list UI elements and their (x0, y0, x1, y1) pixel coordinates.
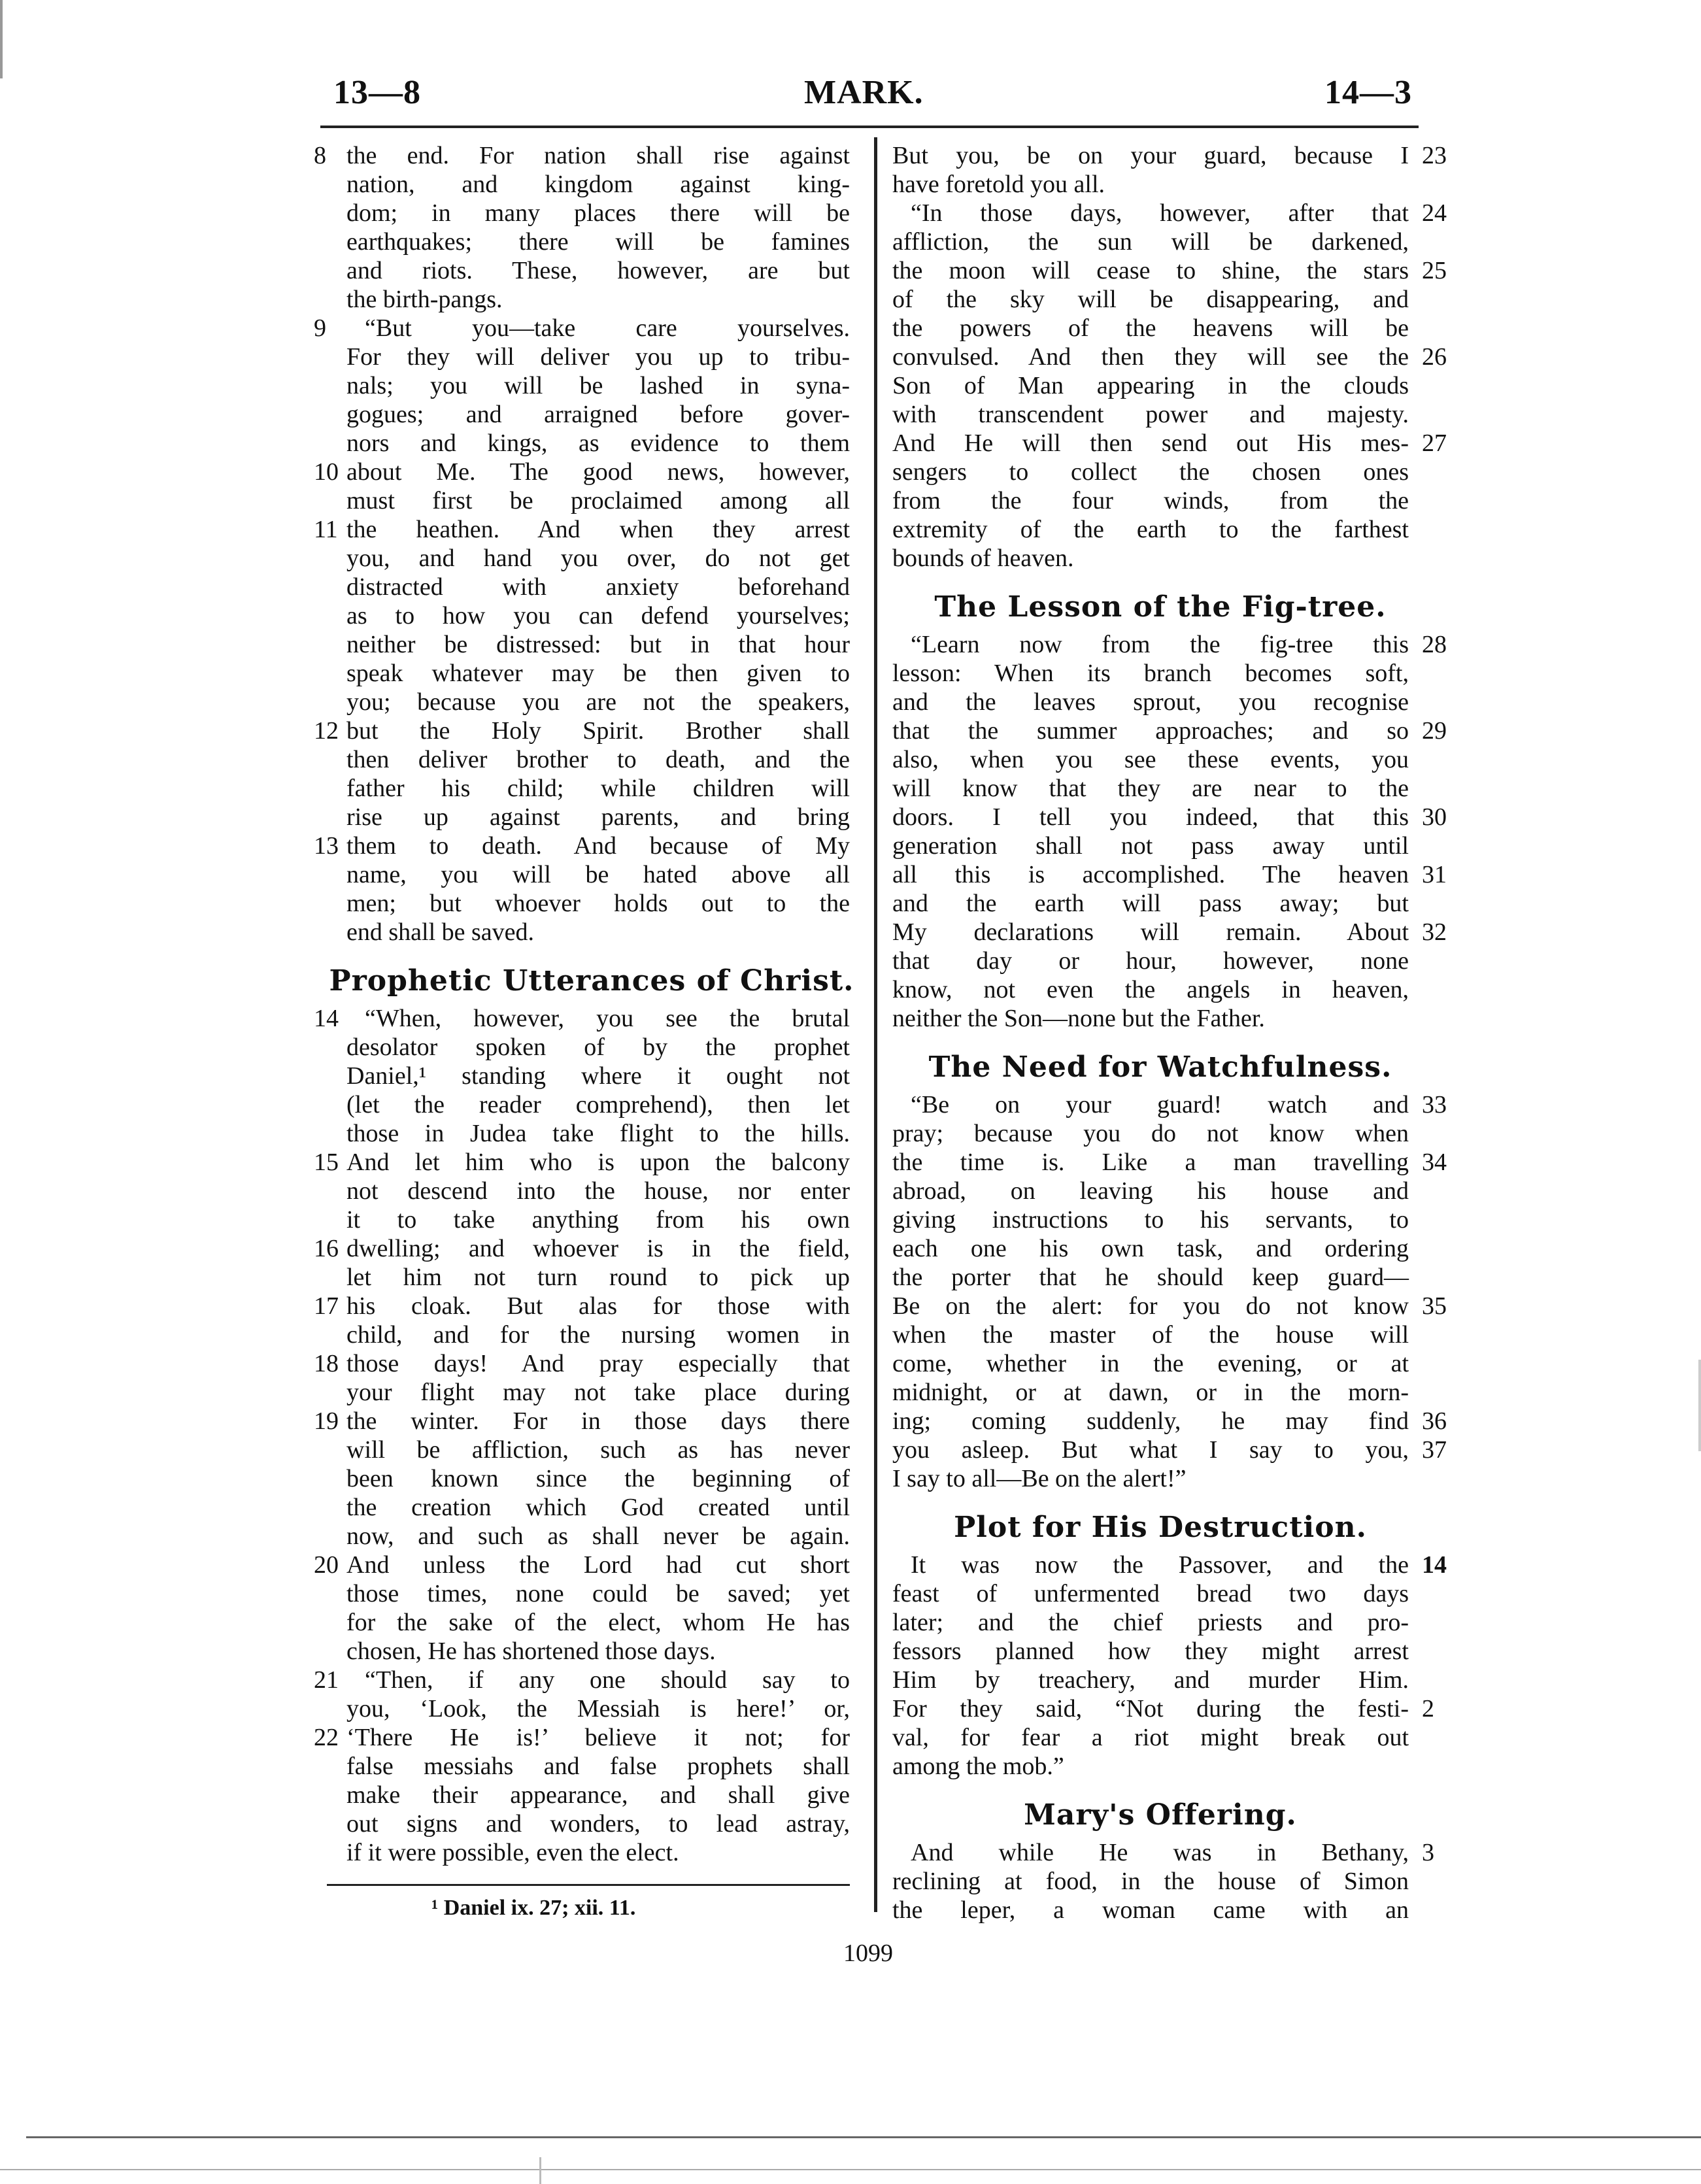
verse-number: 9 (314, 314, 326, 342)
verse-text: false messiahs and false prophets shall (346, 1753, 850, 1780)
verse-text: all this is accomplished. The heaven (892, 861, 1409, 888)
verse-number: 12 (314, 717, 339, 745)
text-line (879, 774, 1441, 803)
text-line (879, 975, 1441, 1004)
verse-text: nation, and kingdom against king- (346, 171, 850, 198)
verse-text: ing; coming suddenly, he may find (892, 1407, 1409, 1435)
text-line (879, 1694, 1441, 1723)
text-line (288, 1551, 863, 1579)
verse-number: 25 (1422, 257, 1447, 284)
text-line (288, 659, 863, 688)
verse-text: will know that they are near to the (892, 775, 1409, 802)
verse-text: Son of Man appearing in the clouds (892, 372, 1409, 399)
text-line (879, 1148, 1447, 1177)
verse-number: 24 (1422, 199, 1447, 227)
text-line (879, 458, 1441, 486)
verse-text: make their appearance, and shall give (346, 1781, 850, 1809)
verse-text: about Me. The good news, however, (346, 458, 850, 486)
verse-text: My declarations will remain. About (892, 918, 1409, 946)
verse-text: the creation which God created until (346, 1494, 850, 1521)
verse-text: Him by treachery, and murder Him. (892, 1666, 1409, 1694)
footnote: ¹ Daniel ix. 27; xii. 11. (431, 1896, 636, 1920)
text-line (879, 314, 1441, 343)
text-line (288, 832, 863, 860)
text-line (879, 371, 1441, 400)
text-line (288, 1579, 863, 1608)
text-line (879, 1752, 1441, 1781)
text-line (879, 1234, 1441, 1263)
text-line (879, 1666, 1441, 1694)
text-line (879, 1464, 1441, 1493)
verse-text: out signs and wonders, to lead astray, (346, 1810, 850, 1838)
verse-number: 26 (1422, 343, 1447, 371)
verse-number: 33 (1422, 1091, 1447, 1118)
verse-number: 21 (314, 1666, 339, 1694)
text-line (288, 515, 863, 544)
header-rule (320, 126, 1419, 128)
text-line (879, 1004, 1441, 1033)
text-line (288, 1148, 863, 1177)
header-left-reference: 13—8 (333, 74, 421, 111)
header-book-title: MARK. (804, 74, 924, 111)
verse-text: val, for fear a riot might break out (892, 1724, 1409, 1751)
verse-text: (let the reader comprehend), then let (346, 1091, 850, 1118)
text-line (288, 1004, 863, 1033)
text-line (288, 1062, 863, 1090)
text-line (288, 688, 863, 716)
verse-text: the moon will cease to shine, the stars (892, 257, 1409, 284)
verse-text: abroad, on leaving his house and (892, 1177, 1409, 1205)
section-heading: The Need for Watchfulness. (928, 1050, 1392, 1084)
text-line (879, 1436, 1447, 1464)
verse-text: But you, be on your guard, because I (892, 142, 1409, 169)
verse-text: “When, however, you see the brutal (365, 1005, 850, 1032)
text-line (288, 1637, 863, 1666)
section-heading: Plot for His Destruction. (954, 1511, 1367, 1544)
verse-number: 22 (314, 1724, 339, 1751)
verse-text: that day or hour, however, none (892, 947, 1409, 975)
verse-text: the heathen. And when they arrest (346, 516, 850, 543)
text-line (288, 1493, 863, 1522)
text-line (288, 1723, 863, 1752)
verse-text: let him not turn round to pick up (346, 1264, 850, 1291)
verse-number: 2 (1422, 1695, 1434, 1722)
text-line (879, 889, 1441, 918)
text-line (288, 170, 863, 199)
text-line (288, 1752, 863, 1781)
text-line (288, 1781, 863, 1809)
verse-text: that the summer approaches; and so (892, 717, 1409, 745)
verse-text: “Then, if any one should say to (365, 1666, 850, 1694)
text-line (288, 860, 863, 889)
text-line (879, 716, 1447, 745)
left-column (288, 141, 863, 1867)
text-line (879, 1579, 1441, 1608)
text-line (879, 832, 1441, 860)
verse-number: 17 (314, 1292, 339, 1320)
verse-text: with transcendent power and majesty. (892, 401, 1409, 428)
text-line (288, 1838, 863, 1867)
verse-text: name, you will be hated above all (346, 861, 850, 888)
text-line (288, 918, 863, 947)
scan-edge-bottom (26, 2136, 1701, 2138)
scan-edge-bottom-2 (0, 2169, 1701, 2170)
verse-number: 37 (1422, 1436, 1447, 1464)
verse-text: you asleep. But what I say to you, (892, 1436, 1409, 1464)
text-line (879, 486, 1441, 515)
text-line (288, 1436, 863, 1464)
text-line (879, 1090, 1447, 1119)
text-line (879, 1119, 1441, 1148)
text-line (288, 1349, 863, 1378)
section-heading: Prophetic Utterances of Christ. (329, 964, 854, 998)
verse-text: For they said, “Not during the festi- (892, 1695, 1409, 1722)
verse-text: the end. For nation shall rise against (346, 142, 850, 169)
verse-text: know, not even the angels in heaven, (892, 976, 1409, 1003)
verse-text: “But you—take care yourselves. (365, 314, 850, 342)
verse-text: affliction, the sun will be darkened, (892, 228, 1409, 256)
verse-text: those in Judea take flight to the hills. (346, 1120, 850, 1147)
verse-text: chosen, He has shortened those days. (346, 1638, 716, 1665)
text-line (288, 458, 863, 486)
section-heading: The Lesson of the Fig-tree. (934, 590, 1387, 624)
text-line (879, 1723, 1441, 1752)
verse-text: men; but whoever holds out to the (346, 890, 850, 917)
text-line (879, 1637, 1441, 1666)
verse-text: each one his own task, and ordering (892, 1235, 1409, 1262)
verse-text: nors and kings, as evidence to them (346, 429, 850, 457)
verse-text: the birth-pangs. (346, 286, 503, 313)
verse-text: neither the Son—none but the Father. (892, 1005, 1265, 1032)
text-line (288, 314, 863, 343)
verse-number: 19 (314, 1407, 339, 1435)
verse-text: then deliver brother to death, and the (346, 746, 850, 773)
verse-text: And unless the Lord had cut short (346, 1551, 850, 1579)
verse-text: convulsed. And then they will see the (892, 343, 1409, 371)
text-line (288, 400, 863, 429)
text-line (288, 285, 863, 314)
right-column (879, 141, 1447, 1924)
verse-text: and riots. These, however, are but (346, 257, 850, 284)
verse-text: “In those days, however, after that (911, 199, 1409, 227)
verse-text: from the four winds, from the (892, 487, 1409, 514)
verse-text: the leper, a woman came with an (892, 1896, 1409, 1924)
text-line (288, 1263, 863, 1292)
verse-text: have foretold you all. (892, 171, 1105, 198)
text-line (288, 1608, 863, 1637)
text-line (288, 429, 863, 458)
verse-number: 29 (1422, 717, 1447, 745)
text-line (288, 745, 863, 774)
verse-text: nals; you will be lashed in syna- (346, 372, 850, 399)
verse-text: of the sky will be disappearing, and (892, 286, 1409, 313)
verse-text: must first be proclaimed among all (346, 487, 850, 514)
text-line (879, 688, 1441, 716)
verse-number: 28 (1422, 631, 1447, 658)
verse-number: 30 (1422, 803, 1447, 831)
verse-text: you, ‘Look, the Messiah is here!’ or, (346, 1695, 850, 1722)
text-line (879, 918, 1447, 947)
verse-text: the porter that he should keep guard— (892, 1264, 1409, 1291)
text-line (879, 803, 1447, 832)
verse-text: It was now the Passover, and the (911, 1551, 1409, 1579)
text-line (288, 889, 863, 918)
verse-text: gogues; and arraigned before gover- (346, 401, 850, 428)
verse-text: midnight, or at dawn, or in the morn- (892, 1379, 1409, 1406)
text-line (879, 1867, 1441, 1896)
text-line (288, 1694, 863, 1723)
text-line (288, 774, 863, 803)
verse-text: doors. I tell you indeed, that this (892, 803, 1409, 831)
verse-text: the powers of the heavens will be (892, 314, 1409, 342)
verse-text: the time is. Like a man travelling (892, 1149, 1409, 1176)
verse-text: lesson: When its branch becomes soft, (892, 660, 1409, 687)
verse-text: feast of unfermented bread two days (892, 1580, 1409, 1607)
text-line (288, 199, 863, 227)
verse-number: 13 (314, 832, 339, 860)
text-line (879, 1320, 1441, 1349)
text-line (288, 1464, 863, 1493)
verse-text: them to death. And because of My (346, 832, 850, 860)
verse-number: 14 (1422, 1551, 1447, 1579)
verse-text: earthquakes; there will be famines (346, 228, 850, 256)
text-line (288, 227, 863, 256)
verse-text: generation shall not pass away until (892, 832, 1409, 860)
verse-text: fessors planned how they might arrest (892, 1638, 1409, 1665)
column-divider (874, 137, 877, 1912)
verse-text: you; because you are not the speakers, (346, 688, 850, 716)
text-line (879, 285, 1441, 314)
text-line (879, 860, 1447, 889)
text-line (879, 1292, 1447, 1320)
verse-text: Be on the alert: for you do not know (892, 1292, 1409, 1320)
text-line (288, 1090, 863, 1119)
verse-text: I say to all—Be on the alert!” (892, 1465, 1187, 1492)
verse-text: dwelling; and whoever is in the field, (346, 1235, 850, 1262)
verse-text: end shall be saved. (346, 918, 535, 946)
text-line (288, 1119, 863, 1148)
verse-text: among the mob.” (892, 1753, 1064, 1780)
text-line (288, 544, 863, 573)
verse-text: Daniel,¹ standing where it ought not (346, 1062, 850, 1090)
verse-text: your flight may not take place during (346, 1379, 850, 1406)
text-line (288, 343, 863, 371)
verse-text: extremity of the earth to the farthest (892, 516, 1409, 543)
verse-text: also, when you see these events, you (892, 746, 1409, 773)
verse-text: when the master of the house will (892, 1321, 1409, 1349)
text-line (288, 1378, 863, 1407)
verse-text: And let him who is upon the balcony (346, 1149, 850, 1176)
text-line (879, 659, 1441, 688)
verse-text: child, and for the nursing women in (346, 1321, 850, 1349)
text-line (879, 515, 1441, 544)
text-line (879, 1608, 1441, 1637)
verse-number: 23 (1422, 142, 1447, 169)
text-line (879, 544, 1441, 573)
text-line (288, 601, 863, 630)
text-line (288, 1205, 863, 1234)
verse-text: will be affliction, such as has never (346, 1436, 850, 1464)
verse-text: bounds of heaven. (892, 545, 1074, 572)
verse-number: 15 (314, 1149, 339, 1176)
verse-number: 32 (1422, 918, 1447, 946)
text-line (288, 1522, 863, 1551)
verse-text: And while He was in Bethany, (911, 1839, 1409, 1866)
verse-number: 14 (314, 1005, 339, 1032)
verse-text: dom; in many places there will be (346, 199, 850, 227)
verse-text: the winter. For in those days there (346, 1407, 850, 1435)
verse-number: 20 (314, 1551, 339, 1579)
verse-text: giving instructions to his servants, to (892, 1206, 1409, 1234)
verse-text: neither be distressed: but in that hour (346, 631, 850, 658)
verse-text: his cloak. But alas for those with (346, 1292, 850, 1320)
verse-number: 31 (1422, 861, 1447, 888)
verse-text: come, whether in the evening, or at (892, 1350, 1409, 1377)
verse-number: 11 (314, 516, 338, 543)
text-line (288, 716, 863, 745)
text-line (288, 630, 863, 659)
verse-number: 8 (314, 142, 326, 169)
text-line (288, 803, 863, 832)
verse-text: rise up against parents, and bring (346, 803, 850, 831)
text-line (879, 1551, 1447, 1579)
text-line (879, 170, 1441, 199)
verse-text: “Learn now from the fig-tree this (911, 631, 1409, 658)
verse-number: 34 (1422, 1149, 1447, 1176)
verse-text: and the leaves sprout, you recognise (892, 688, 1409, 716)
text-line (288, 1292, 863, 1320)
verse-text: sengers to collect the chosen ones (892, 458, 1409, 486)
text-line (288, 1407, 863, 1436)
text-line (879, 256, 1447, 285)
text-line (288, 1809, 863, 1838)
verse-text: as to how you can defend yourselves; (346, 602, 850, 630)
verse-text: For they will deliver you up to tribu- (346, 343, 850, 371)
header-right-reference: 14—3 (1324, 74, 1412, 111)
verse-number: 27 (1422, 429, 1447, 457)
text-line (879, 1838, 1441, 1867)
section-heading: Mary's Offering. (1024, 1798, 1297, 1832)
verse-text: been known since the beginning of (346, 1465, 850, 1492)
verse-text: speak whatever may be then given to (346, 660, 850, 687)
text-line (288, 371, 863, 400)
verse-text: not descend into the house, nor enter (346, 1177, 850, 1205)
text-line (879, 343, 1447, 371)
verse-text: for the sake of the elect, whom He has (346, 1609, 850, 1636)
text-line (879, 1263, 1441, 1292)
text-line (879, 1896, 1441, 1924)
text-line (879, 400, 1441, 429)
text-line (288, 1320, 863, 1349)
page-number: 1099 (843, 1940, 893, 1967)
scan-edge-left (0, 0, 3, 78)
verse-text: desolator spoken of by the prophet (346, 1033, 850, 1061)
text-line (879, 1378, 1441, 1407)
text-line (288, 1033, 863, 1062)
text-line (879, 1205, 1441, 1234)
verse-text: now, and such as shall never be again. (346, 1522, 850, 1550)
text-line (288, 141, 863, 170)
verse-text: you, and hand you over, do not get (346, 545, 850, 572)
verse-number: 36 (1422, 1407, 1447, 1435)
text-line (879, 745, 1441, 774)
scan-edge-right (1698, 1360, 1701, 1451)
verse-text: and the earth will pass away; but (892, 890, 1409, 917)
verse-text: but the Holy Spirit. Brother shall (346, 717, 850, 745)
text-line (879, 947, 1441, 975)
text-line (879, 630, 1447, 659)
verse-text: later; and the chief priests and pro- (892, 1609, 1409, 1636)
verse-text: reclining at food, in the house of Simon (892, 1868, 1409, 1895)
verse-text: it to take anything from his own (346, 1206, 850, 1234)
verse-number: 18 (314, 1350, 339, 1377)
verse-text: ‘There He is!’ believe it not; for (346, 1724, 850, 1751)
text-line (288, 573, 863, 601)
verse-number: 3 (1422, 1839, 1434, 1866)
text-line (879, 1407, 1447, 1436)
text-line (879, 199, 1447, 227)
text-line (288, 1234, 863, 1263)
text-line (879, 141, 1447, 170)
footnote-rule (327, 1884, 850, 1886)
text-line (288, 256, 863, 285)
verse-number: 10 (314, 458, 339, 486)
verse-text: “Be on your guard! watch and (911, 1091, 1409, 1118)
verse-text: pray; because you do not know when (892, 1120, 1409, 1147)
text-line (879, 1177, 1441, 1205)
page-header (333, 73, 1412, 126)
verse-text: those days! And pray especially that (346, 1350, 850, 1377)
text-line (288, 1177, 863, 1205)
verse-number: 16 (314, 1235, 339, 1262)
text-line (879, 429, 1447, 458)
verse-text: distracted with anxiety beforehand (346, 573, 850, 601)
verse-text: And He will then send out His mes- (892, 429, 1409, 457)
verse-text: those times, none could be saved; yet (346, 1580, 850, 1607)
text-line (288, 486, 863, 515)
text-line (879, 227, 1441, 256)
verse-text: if it were possible, even the elect. (346, 1839, 679, 1866)
text-line (879, 1349, 1441, 1378)
verse-text: father his child; while children will (346, 775, 850, 802)
scan-tick (539, 2157, 541, 2184)
text-line (288, 1666, 863, 1694)
verse-number: 35 (1422, 1292, 1447, 1320)
